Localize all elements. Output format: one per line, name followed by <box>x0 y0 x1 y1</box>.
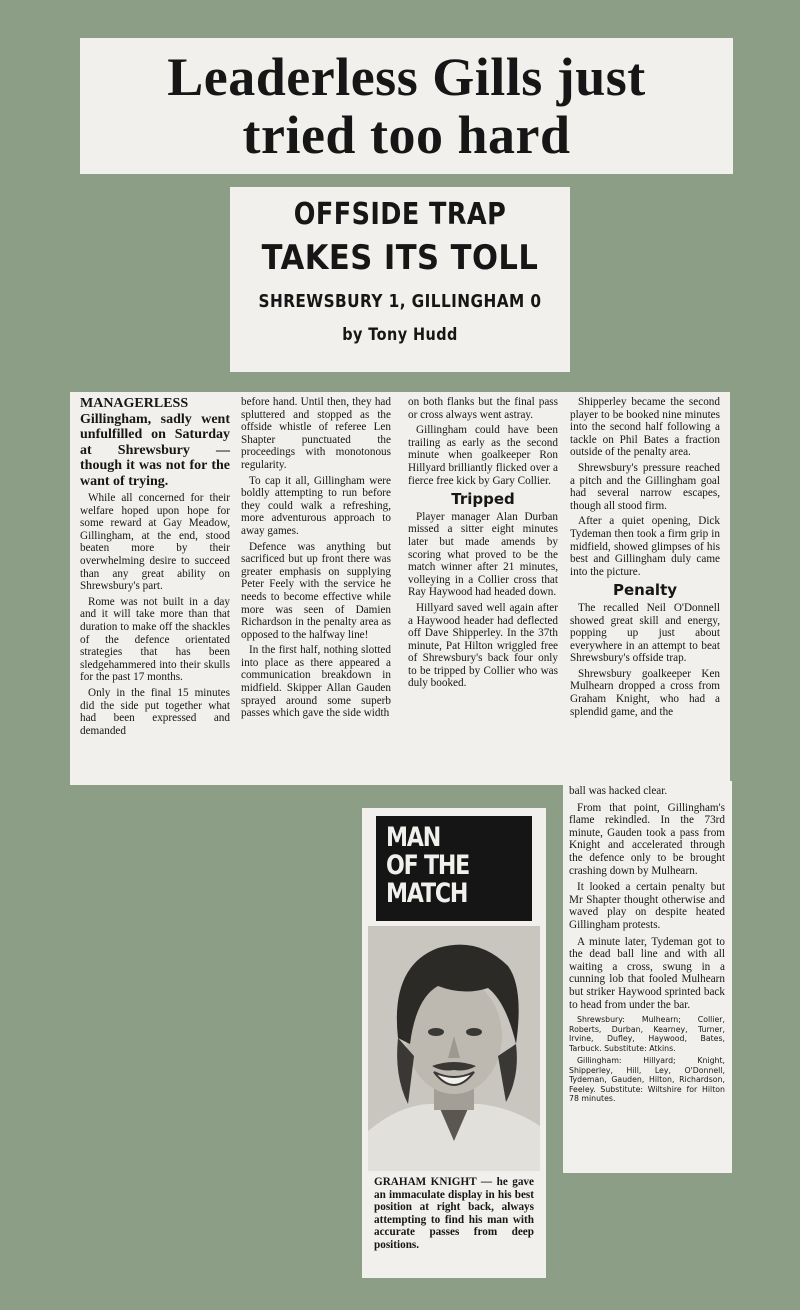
banner-line-1: MAN <box>386 822 441 853</box>
man-of-the-match-clipping <box>362 808 546 1278</box>
subhead-line-1: OFFSIDE TRAP <box>293 197 507 232</box>
paragraph: From that point, Gillingham's flame rekindled. In the 73rd minute, Gauden took a pass from Knight and accelerated through the defence only to be brought crashing down by Mulhearn. <box>569 801 725 877</box>
paragraph: After a quiet opening, Dick Tydeman then took a firm grip in midfield, showed glimpses of his best and Gillingham duly came into the picture. <box>570 515 720 578</box>
score-line: SHREWSBURY 1, GILLINGHAM 0 <box>258 291 542 312</box>
gillingham-lineup: Gillingham: Hillyard; Knight, Shipperley, Hill, Ley, O'Donnell, Tydeman, Gauden, Hilton, Richardson, Feeley. Substitute: Wiltshire for Hilton 78 minutes. <box>569 1056 725 1104</box>
article-column-1 <box>80 396 230 740</box>
paragraph: Shipperley became the second player to be booked nine minutes into the second half following a tackle on Phil Bates a fraction outside of the penalty area. <box>570 396 720 459</box>
crosshead-tripped: Tripped <box>451 490 515 509</box>
banner-line-3: MATCH <box>386 878 468 909</box>
paragraph: To cap it all, Gillingham were boldly attempting to run before they could walk a refreshing, more adventurous approach to away games. <box>241 474 391 537</box>
paragraph: Defence was anything but sacrificed but up front there was greater emphasis on supplying Peter Feely with the service he needs to become effective while more was seen of Damien Richardson in the penalty area as opposed to the halfway line! <box>241 540 391 641</box>
paragraph: Gillingham could have been trailing as early as the second minute when goalkeeper Ron Hillyard brilliantly flicked over a fierce free kick by Gary Collier. <box>408 424 558 487</box>
paragraph: before hand. Until then, they had spluttered and stopped as the offside whistle of referee Len Shapter punctuated the proceedings with monotonous regularity. <box>241 396 391 471</box>
paragraph: on both flanks but the final pass or cross always went astray. <box>408 396 558 421</box>
headline <box>80 38 733 164</box>
man-of-the-match-banner <box>376 816 532 921</box>
shrewsbury-lineup: Shrewsbury: Mulhearn; Collier, Roberts, Durban, Kearney, Turner, Irvine, Dufley, Haywood, Bates, Tarbuck. Substitute: Atkins. <box>569 1015 725 1053</box>
paragraph: ball was hacked clear. <box>569 785 668 797</box>
article-column-2 <box>241 396 391 723</box>
paragraph: Player manager Alan Durban missed a sitter eight minutes later but made amends by scoring what proved to be the match winner after 21 minutes, volleying in a Collier cross that Ray Haywood had headed down. <box>408 510 558 599</box>
subhead-line-2: TAKES ITS TOLL <box>261 238 539 278</box>
paragraph: The recalled Neil O'Donnell showed great skill and energy, popping up just about everywhere in an attempt to beat Shrewsbury's offside trap. <box>570 601 720 665</box>
headline-line-2: tried too hard <box>242 105 571 165</box>
paragraph: In the first half, nothing slotted into place as there appeared a communication breakdown in midfield. Skipper Allan Gauden sprayed around some superb passes which gave the side width <box>241 644 391 720</box>
player-photo <box>368 926 540 1171</box>
article-column-4 <box>570 396 720 721</box>
paragraph: Only in the final 15 minutes did the side put together what had been expressed and demanded <box>80 686 230 737</box>
article-body-clipping <box>70 392 730 785</box>
crosshead-penalty: Penalty <box>612 581 678 600</box>
paragraph: It looked a certain penalty but Mr Shapter thought otherwise and waved play on despite heated Gillingham protests. <box>569 881 725 931</box>
banner-line-2: OF THE <box>386 850 470 881</box>
article-column-3 <box>408 396 558 693</box>
article-column-5 <box>569 785 725 1104</box>
article-continuation-clipping <box>563 781 732 1173</box>
paragraph: Shrewsbury's pressure reached a pitch and the Gillingham goal had several narrow escapes, though all stood firm. <box>570 461 720 512</box>
lead-paragraph: MANAGERLESS Gillingham, sadly went unfulfilled on Saturday at Shrewsbury — though it was not for the want of trying. <box>80 396 230 489</box>
team-lineups <box>569 1015 725 1104</box>
photo-caption: GRAHAM KNIGHT — he gave an immaculate display in his best position at right back, always attempting to find his man with accurate passes from deep positions. <box>374 1176 534 1251</box>
paragraph: Rome was not built in a day and it will take more than that duration to make off the shackles of the defence orientated strategies that has been sledgehammered into their skulls for the past 17 months. <box>80 595 230 684</box>
paragraph: Shrewsbury goalkeeper Ken Mulhearn dropped a cross from Graham Knight, who had a splendid game, and the <box>570 667 720 718</box>
paragraph: Hillyard saved well again after a Haywood header had deflected off Dave Shipperley. In the 37th minute, Pat Hilton wriggled free of Shrewsbury's back four only to be tripped by Collier who was duly booked. <box>408 601 558 690</box>
paragraph: A minute later, Tydeman got to the dead ball line and with all waiting a cross, swung in a cunning lob that fooled Mulhearn but striker Haywood sprinted back to head from under the bar. <box>569 935 725 1011</box>
player-portrait-icon <box>368 926 540 1171</box>
headline-clipping <box>80 38 733 174</box>
subhead-clipping <box>230 187 570 372</box>
headline-line-1: Leaderless Gills just <box>167 47 646 107</box>
paragraph: While all concerned for their welfare hoped upon hope for some reward at Gay Meadow, Gillingham, at the end, stood beaten more by their overwhelming desire to succeed than any great ability on Shrewsbury's part. <box>80 492 230 593</box>
byline: by Tony Hudd <box>342 325 458 345</box>
